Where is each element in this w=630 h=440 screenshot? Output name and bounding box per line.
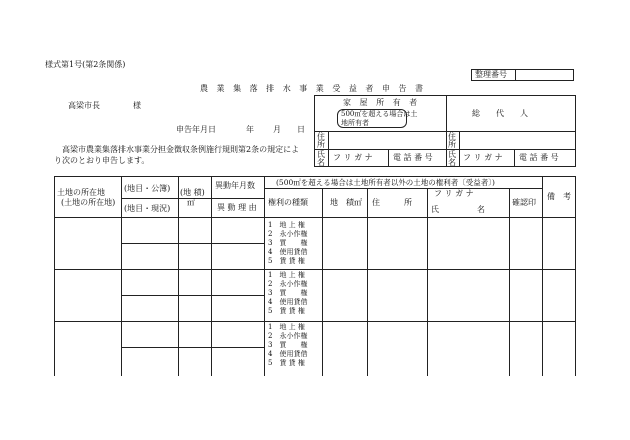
rep-title: 総 代 人	[472, 109, 528, 118]
row2-right-2: 2 永小作権	[268, 280, 308, 288]
col-furigana: フ リ ガ ナ	[434, 189, 474, 198]
row1-right-3: 3 質 権	[268, 239, 308, 247]
row1-bottom-line	[54, 269, 576, 270]
date-month: 月	[273, 125, 281, 134]
intro-text-line1: 高梁市農業集落排水事業分担金徴収条例施行規則第2条の規定によ	[62, 145, 300, 154]
col-divider-1	[121, 176, 122, 376]
date-label: 申告年月日	[176, 125, 216, 134]
date-day: 日	[297, 125, 305, 134]
col-area-unit: ㎡	[187, 198, 195, 207]
date-year: 年	[246, 125, 254, 134]
row1-right-4: 4 使用貸借	[268, 248, 308, 256]
col-location-sub-label: (土地の所在地)	[61, 198, 116, 207]
col-category-current: (地目・現況)	[124, 204, 171, 213]
col-change-date: 異動年月数	[215, 181, 255, 190]
serial-divider	[515, 69, 516, 81]
owner-phone-label: 電 話 番 号	[393, 153, 433, 162]
col-confirm-seal: 確認印	[512, 198, 536, 207]
row3-right-5: 5 賃 貸 権	[268, 359, 305, 367]
row1-mid-line	[121, 243, 264, 244]
header-bottom-line	[54, 217, 576, 218]
col-location-label: 土地の所在地	[57, 188, 105, 197]
form-number: 様式第1号(第2条関係)	[45, 60, 126, 69]
col-divider-9	[542, 176, 543, 376]
owner-note-line2: 地所有者	[341, 119, 369, 127]
row1-right-1: 1 地 上 権	[268, 221, 305, 229]
row3-right-4: 4 使用貸借	[268, 350, 308, 358]
rep-phone-label: 電 話 番 号	[519, 153, 559, 162]
row1-right-2: 2 永小作権	[268, 230, 308, 238]
rep-label-col	[459, 131, 460, 167]
owner-furigana-label: フ リ ガ ナ	[333, 153, 373, 162]
row2-right-1: 1 地 上 権	[268, 271, 305, 279]
owner-name-label-2: 名	[317, 158, 325, 167]
col-address: 住 所	[372, 198, 412, 207]
owner-title: 家 屋 所 有 者	[343, 98, 421, 107]
owner-label-col	[328, 131, 329, 167]
col-name-1: 氏	[431, 205, 439, 214]
col-category-registry: (地目・公簿)	[124, 184, 171, 193]
rep-name-label-1: 氏	[448, 150, 456, 159]
row2-mid-line	[121, 295, 264, 296]
col-name-2: 名	[477, 205, 485, 214]
addressee: 高梁市長	[68, 101, 100, 110]
col-change-reason: 異 動 理 由	[217, 203, 257, 212]
owner-name-label-1: 氏	[317, 150, 325, 159]
rights-header-line	[264, 188, 542, 189]
rep-address-label-2: 所	[448, 140, 456, 149]
owner-block-row2	[314, 149, 576, 150]
col-right-area: 地 積㎡	[330, 198, 362, 207]
col-divider-3	[211, 176, 212, 376]
owner-note-line1: 500㎡を超える場合は土	[341, 110, 418, 118]
intro-text-line2: り次のとおり申告します。	[54, 156, 150, 165]
rep-furigana-divider	[514, 149, 515, 167]
row3-right-2: 2 永小作権	[268, 332, 308, 340]
owner-address-label-2: 所	[317, 140, 325, 149]
row2-bottom-line	[54, 321, 576, 322]
rights-header: (500㎡を超える場合は土地所有者以外の土地の権利者〔受益者〕)	[276, 178, 495, 187]
rep-furigana-label: フ リ ガ ナ	[463, 153, 503, 162]
owner-block-row1	[314, 131, 576, 132]
serial-number-label: 整理番号	[475, 70, 507, 79]
row2-right-3: 3 質 権	[268, 289, 308, 297]
row2-right-4: 4 使用貸借	[268, 298, 308, 306]
row3-mid-line	[121, 347, 264, 348]
col-right-type: 権利の種類	[268, 198, 308, 207]
rep-address-label-1: 住	[448, 132, 456, 141]
addressee-suffix: 様	[133, 101, 141, 110]
col-remarks: 備 考	[547, 192, 571, 201]
col-divider-2	[178, 176, 179, 376]
owner-address-label-1: 住	[317, 132, 325, 141]
row2-right-5: 5 賃 貸 権	[268, 307, 305, 315]
row1-right-5: 5 賃 貸 権	[268, 257, 305, 265]
owner-furigana-divider	[388, 149, 389, 167]
page-title: 農 業 集 落 排 水 事 業 受 益 者 申 告 書	[200, 84, 427, 93]
row3-right-3: 3 質 権	[268, 341, 308, 349]
row3-right-1: 1 地 上 権	[268, 323, 305, 331]
col-divider-4	[264, 176, 265, 376]
col-area-label: (地 積)	[180, 188, 205, 197]
rep-name-label-2: 名	[448, 158, 456, 167]
